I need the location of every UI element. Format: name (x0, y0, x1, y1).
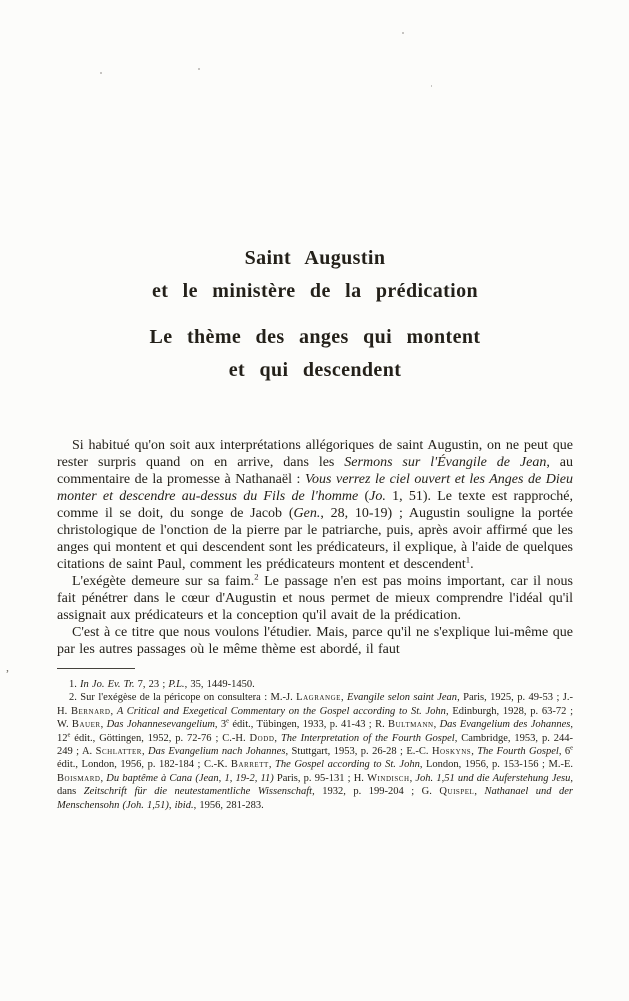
article-title (57, 242, 573, 308)
subtitle-line-2: et qui descendent (228, 359, 402, 381)
paragraph: Si habitué qu'on soit aux interprétations allégoriques de saint Augustin, on ne peut que rester surpris quand on en arrive, dans les Sermons sur l'Évangile de Jean, au commentaire de la promesse à Nathanaël : Vous verrez le ciel ouvert et les Anges de Dieu monter et descendre au-dessus du Fils de l'homme (Jo. 1, 51). Le texte est rapproché, comme il se doit, du songe de Jacob (Gen., 28, 10-19) ; Augustin souligne la portée christologique de l'onction de la pierre par le patriarche, puis, après avoir affirmé que les anges qui montent et qui descendent sont les prédicateurs, il explique, à l'aide de quelques citations de saint Paul, comment les prédicateurs montent et descendent$^1$. (57, 438, 574, 572)
paragraph: C'est à ce titre que nous voulons l'étudier. Mais, parce qu'il ne s'explique lui-même que par les autres passages où le même thème est abordé, il faut (57, 625, 573, 657)
subtitle-line-1: Le thème des anges qui montent (149, 326, 481, 348)
margin-artifact: , (6, 660, 9, 674)
paragraph: L'exégète demeure sur sa faim.$^2$ Le passage n'en est pas moins important, car il nous fait pénétrer dans le cœur d'Augustin et nous permet de mieux comprendre l'idéal qu'il assignait aux prédicateurs et la conception qu'il avait de la prédication. (57, 571, 573, 623)
title-line-2: et le ministère de la prédication (151, 280, 479, 302)
footnote-separator (57, 668, 135, 669)
footnotes (57, 678, 573, 812)
page-content (57, 0, 573, 812)
body-text (57, 437, 573, 658)
title-line-1: Saint Augustin (244, 247, 386, 269)
footnote: 2. Sur l'exégèse de la péricope on consultera : M.-J. Lagrange, Evangile selon saint Jean, Paris, 1925, p. 49-53 ; J.-H. Bernard, A Critical and Exegetical Commentary on the Gospel according to St. John, Edinburgh, 1928, p. 63-72 ; W. Bauer, Das Johannesevangelium, 3e édit., Tübingen, 1933, p. 41-43 ; R. Bultmann, Das Evangelium des Johannes, 12e édit., Göttingen, 1952, p. 72-76 ; C.-H. Dodd, The Interpretation of the Fourth Gospel, Cambridge, 1953, p. 244-249 ; A. Schlatter, Das Evangelium nach Johannes, Stuttgart, 1953, p. 26-28 ; E.-C. Hoskyns, The Fourth Gospel, 6e édit., London, 1956, p. 182-184 ; C.-K. Barrett, The Gospel according to St. John, London, 1956, p. 153-156 ; M.-E. Boismard, Du baptême à Cana (Jean, 1, 19-2, 11) Paris, p. 95-131 ; H. Windisch, Joh. 1,51 und die Auferstehung Jesu, dans Zeitschrift für die neutestamentliche Wissenschaft, 1932, p. 199-204 ; G. Quispel, Nathanael und der Menschensohn (Joh. 1,51), ibid., 1956, 281-283. (57, 692, 574, 811)
footnote: 1. In Jo. Ev. Tr. 7, 23 ; P.L., 35, 1449-1450. (69, 679, 255, 690)
article-subtitle (57, 321, 573, 387)
